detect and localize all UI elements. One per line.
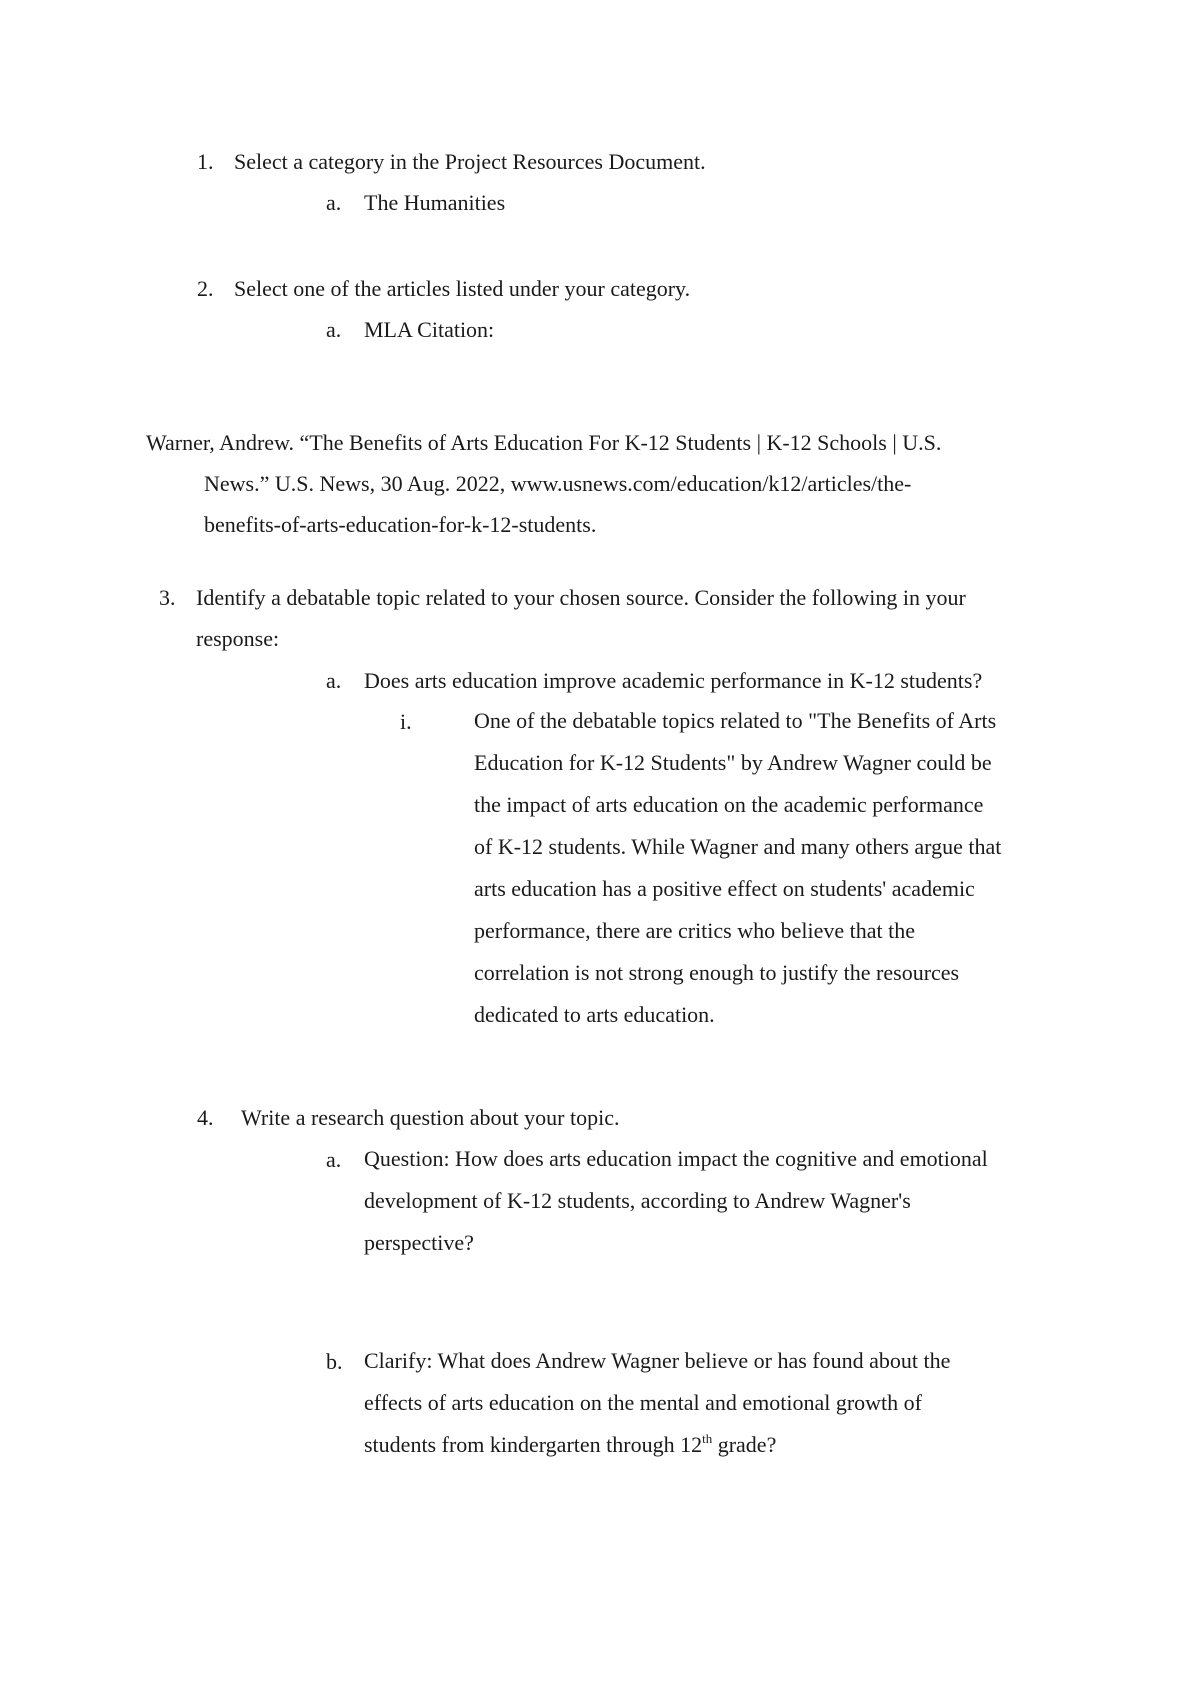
item-3-text-line-2: response: xyxy=(196,626,280,651)
citation-line-2: News.” U.S. News, 30 Aug. 2022, www.usnews.com/education/k12/articles/the- xyxy=(204,471,912,496)
item-3-sub-a-i-marker: i. xyxy=(400,709,412,734)
paragraph-line: the impact of arts education on the academic performance xyxy=(474,792,984,817)
paragraph-line: of K-12 students. While Wagner and many others argue that xyxy=(474,834,1002,859)
item-4-sub-b-marker: b. xyxy=(326,1349,343,1374)
item-1-sub-a-marker: a. xyxy=(326,190,342,215)
list-number-1: 1. xyxy=(197,149,214,174)
item-2-text: Select one of the articles listed under your category. xyxy=(234,276,691,301)
question-line: Question: How does arts education impact the cognitive and emotional xyxy=(364,1146,988,1171)
clarify-line-tail: grade? xyxy=(712,1432,777,1457)
item-2-sub-a-marker: a. xyxy=(326,317,342,342)
question-line: development of K-12 students, according to Andrew Wagner's xyxy=(364,1188,911,1213)
paragraph-line: Education for K-12 Students" by Andrew Wagner could be xyxy=(474,750,992,775)
item-1-text: Select a category in the Project Resources Document. xyxy=(234,149,706,174)
clarify-line: effects of arts education on the mental and emotional growth of xyxy=(364,1390,922,1415)
item-3-text-line-1: Identify a debatable topic related to your chosen source. Consider the following in your xyxy=(196,585,966,610)
clarify-line: Clarify: What does Andrew Wagner believe or has found about the xyxy=(364,1348,951,1373)
citation-line-1: Warner, Andrew. “The Benefits of Arts Education For K-12 Students | K-12 Schools | U.S. xyxy=(146,430,942,455)
clarify-line-text: students from kindergarten through 12 xyxy=(364,1432,703,1457)
paragraph-line: dedicated to arts education. xyxy=(474,1002,715,1027)
item-3-sub-a-marker: a. xyxy=(326,668,342,693)
research-question xyxy=(364,1138,988,1264)
item-4-text: Write a research question about your topic. xyxy=(241,1105,620,1130)
list-number-3: 3. xyxy=(159,585,176,610)
item-3-sub-a-i-paragraph xyxy=(474,700,1001,1036)
question-line: perspective? xyxy=(364,1230,474,1255)
list-number-2: 2. xyxy=(197,276,214,301)
item-3-sub-a-text: Does arts education improve academic performance in K-12 students? xyxy=(364,668,983,693)
item-2-sub-a-text: MLA Citation: xyxy=(364,317,495,342)
clarify-question xyxy=(364,1340,950,1466)
ordinal-superscript: th xyxy=(702,1431,713,1446)
paragraph-line: performance, there are critics who believe that the xyxy=(474,918,915,943)
item-4-sub-a-marker: a. xyxy=(326,1147,342,1172)
item-1-sub-a-text: The Humanities xyxy=(364,190,506,215)
list-number-4: 4. xyxy=(197,1105,214,1130)
paragraph-line: correlation is not strong enough to justify the resources xyxy=(474,960,960,985)
paragraph-line: One of the debatable topics related to "The Benefits of Arts xyxy=(474,708,997,733)
citation-line-3: benefits-of-arts-education-for-k-12-students. xyxy=(204,512,597,537)
clarify-line-last xyxy=(364,1424,950,1466)
paragraph-line: arts education has a positive effect on students' academic xyxy=(474,876,975,901)
